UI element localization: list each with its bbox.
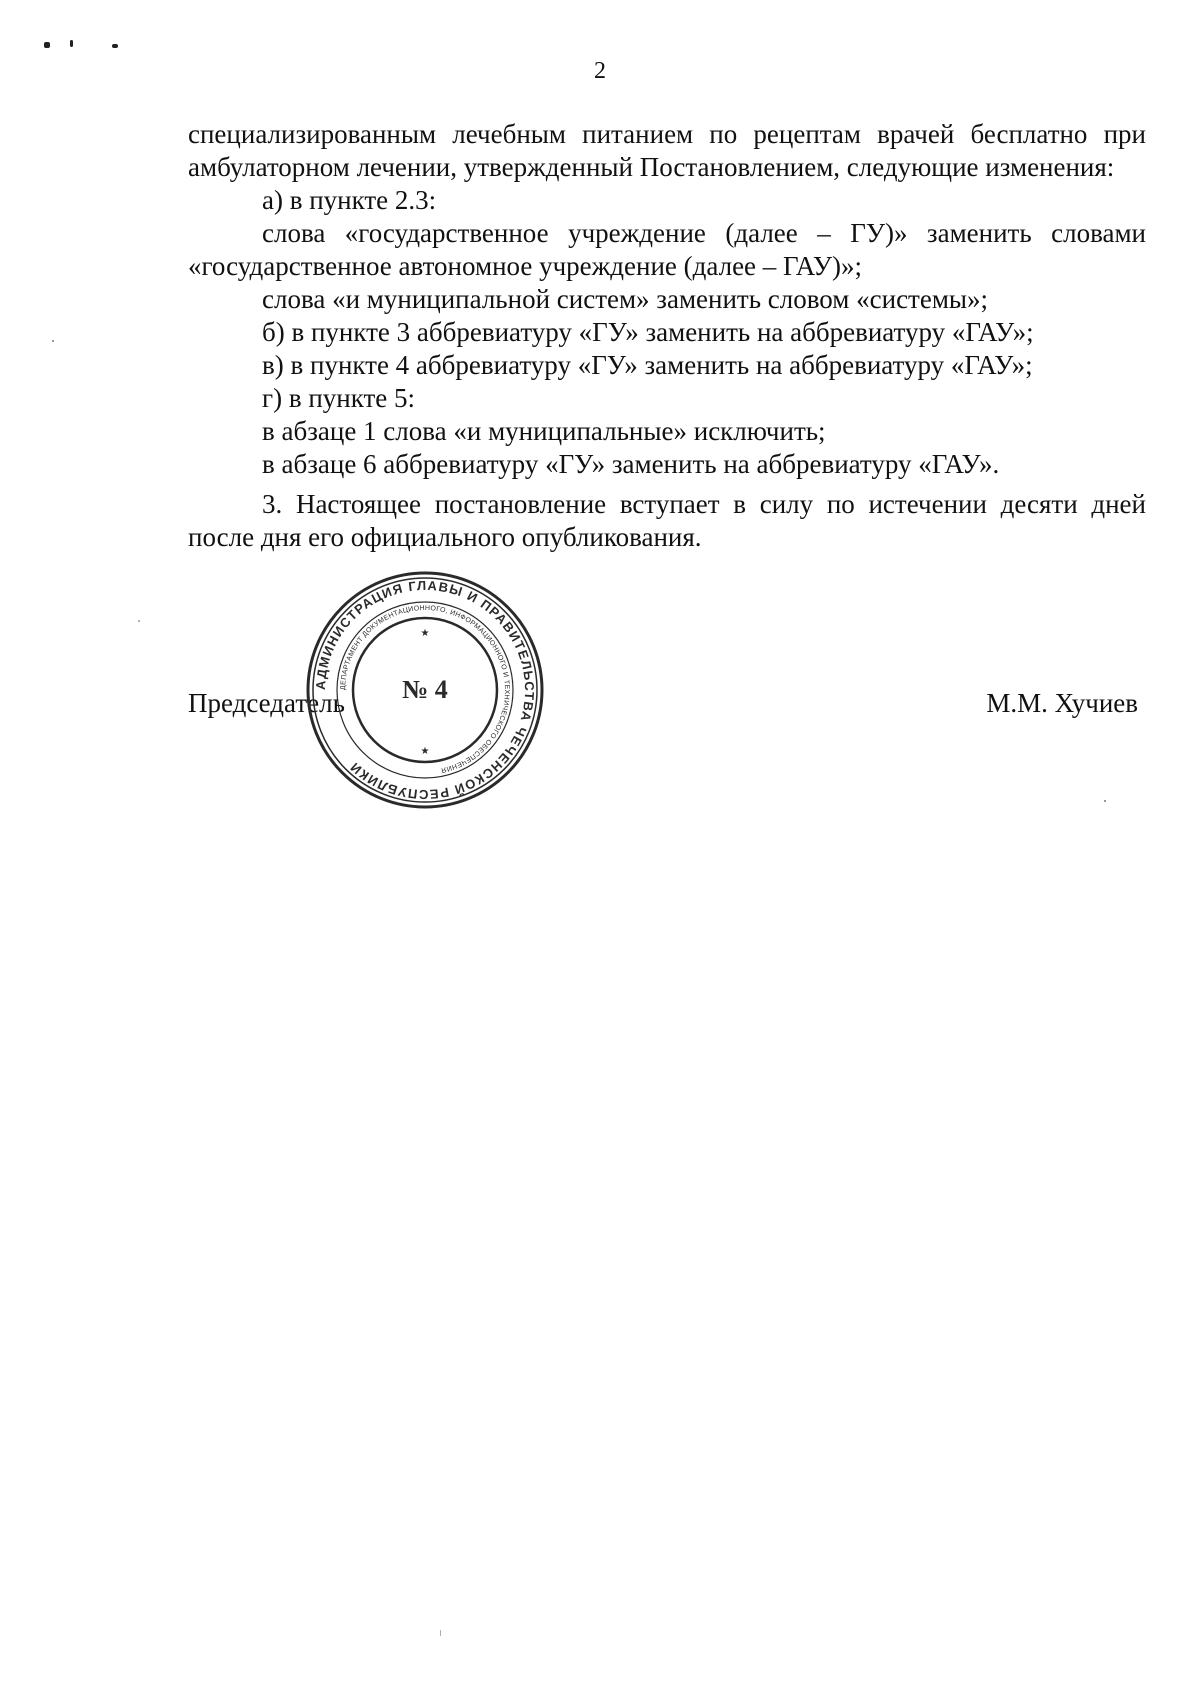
body-line: г) в пункте 5: bbox=[262, 383, 416, 413]
body-line: 3. Настоящее постановление вступает в силу по истечении десяти дней bbox=[262, 489, 1146, 519]
body-line: б) в пункте 3 аббревиатуру «ГУ» заменить на аббревиатуру «ГАУ»; bbox=[262, 317, 1034, 347]
scan-speck bbox=[52, 340, 54, 342]
scan-speck bbox=[440, 1630, 441, 1636]
seal-outer-text: АДМИНИСТРАЦИЯ ГЛАВЫ И ПРАВИТЕЛЬСТВА ЧЕЧЕНСКОЙ РЕСПУБЛИКИ bbox=[312, 577, 538, 803]
scan-speck bbox=[44, 42, 50, 48]
body-line: амбулаторном лечении, утвержденный Постановлением, следующие изменения: bbox=[188, 152, 1115, 182]
body-line: слова «государственное учреждение (далее – ГУ)» заменить словами bbox=[262, 218, 1146, 248]
scan-speck bbox=[70, 40, 73, 47]
signature-name: М.М. Хучиев bbox=[986, 688, 1138, 718]
scan-speck bbox=[1104, 800, 1106, 802]
page-number: 2 bbox=[594, 58, 606, 84]
body-line: специализированным лечебным питанием по рецептам врачей бесплатно при bbox=[188, 119, 1146, 149]
body-line: в абзаце 6 аббревиатуру «ГУ» заменить на аббревиатуру «ГАУ». bbox=[262, 449, 1000, 479]
body-line: после дня его официального опубликования. bbox=[188, 522, 702, 552]
document-body bbox=[188, 118, 1146, 554]
star-icon: ★ bbox=[420, 628, 430, 639]
body-line: а) в пункте 2.3: bbox=[262, 185, 437, 215]
body-line: «государственное автономное учреждение (далее – ГАУ)»; bbox=[188, 251, 862, 281]
seal-inner-text: ДЕПАРТАМЕНТ ДОКУМЕНТАЦИОННОГО, ИНФОРМАЦИОННОГО И ТЕХНИЧЕСКОГО ОБЕСПЕЧЕНИЯ bbox=[339, 604, 511, 774]
body-line: слова «и муниципальной систем» заменить словом «системы»; bbox=[262, 284, 989, 314]
scan-speck bbox=[112, 44, 118, 48]
body-line: в абзаце 1 слова «и муниципальные» исключить; bbox=[262, 416, 826, 446]
signature-role: Председатель bbox=[188, 688, 345, 718]
official-seal bbox=[305, 570, 545, 810]
seal-number: № 4 bbox=[402, 675, 448, 704]
body-line: в) в пункте 4 аббревиатуру «ГУ» заменить на аббревиатуру «ГАУ»; bbox=[262, 350, 1033, 380]
scan-speck bbox=[138, 620, 140, 622]
star-icon: ★ bbox=[420, 746, 430, 757]
